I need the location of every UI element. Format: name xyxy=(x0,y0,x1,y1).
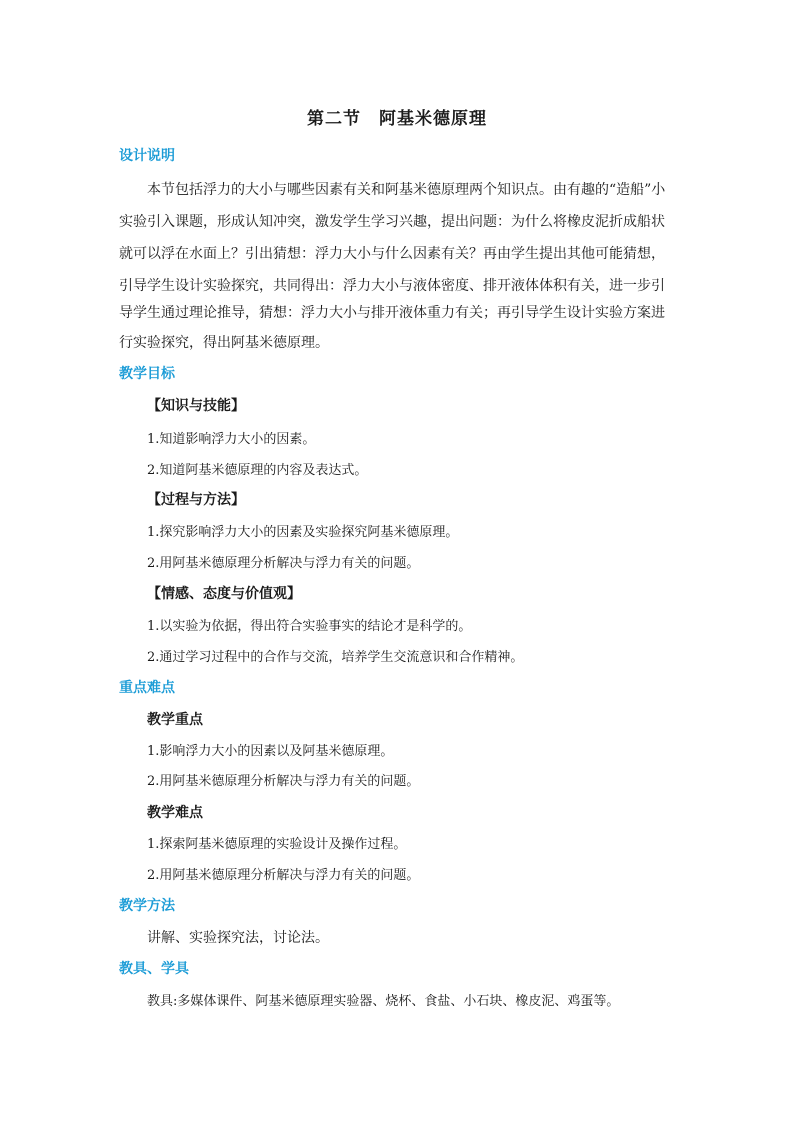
keypoint-item: 2.用阿基米德原理分析解决与浮力有关的问题。 xyxy=(147,868,420,883)
design-paragraph-line: 本节包括浮力的大小与哪些因素有关和阿基米德原理两个知识点。由有趣的“造船”小 xyxy=(119,182,666,198)
methods-text: 讲解、实验探究法，讨论法。 xyxy=(147,930,329,946)
objective-item: 2.知道阿基米德原理的内容及表达式。 xyxy=(147,463,368,478)
subheading-teaching-focus: 教学重点 xyxy=(147,712,203,728)
section-heading-keypoints: 重点难点 xyxy=(119,680,175,696)
subheading-process-methods: 【过程与方法】 xyxy=(147,492,245,508)
design-paragraph-line: 引导学生设计实验探究，共同得出：浮力大小与液体密度、排开液体体积有关，进一步引 xyxy=(119,278,665,294)
subheading-attitude-values: 【情感、态度与价值观】 xyxy=(147,586,301,602)
tools-text: 教具:多媒体课件、阿基米德原理实验器、烧杯、食盐、小石块、橡皮泥、鸡蛋等。 xyxy=(147,994,620,1009)
design-paragraph-line: 导学生通过理论推导，猜想：浮力大小与排开液体重力有关；再引导学生设计实验方案进 xyxy=(119,305,665,321)
objective-item: 2.通过学习过程中的合作与交流，培养学生交流意识和合作精神。 xyxy=(147,650,524,665)
section-heading-objectives: 教学目标 xyxy=(119,366,175,382)
objective-item: 2.用阿基米德原理分析解决与浮力有关的问题。 xyxy=(147,556,420,571)
design-paragraph-line: 就可以浮在水面上？引出猜想：浮力大小与什么因素有关？再由学生提出其他可能猜想， xyxy=(119,246,665,262)
subheading-knowledge-skills: 【知识与技能】 xyxy=(147,398,245,414)
page-title: 第二节 阿基米德原理 xyxy=(307,109,487,129)
design-paragraph-line: 行实验探究，得出阿基米德原理。 xyxy=(119,335,329,351)
section-heading-design: 设计说明 xyxy=(119,148,175,164)
objective-item: 1.知道影响浮力大小的因素。 xyxy=(147,432,316,447)
keypoint-item: 1.探索阿基米德原理的实验设计及操作过程。 xyxy=(147,837,407,852)
keypoint-item: 2.用阿基米德原理分析解决与浮力有关的问题。 xyxy=(147,774,420,789)
subheading-teaching-difficulty: 教学难点 xyxy=(147,805,203,821)
section-heading-methods: 教学方法 xyxy=(119,898,175,914)
objective-item: 1.探究影响浮力大小的因素及实验探究阿基米德原理。 xyxy=(147,525,459,540)
section-heading-tools: 教具、学具 xyxy=(119,961,189,977)
keypoint-item: 1.影响浮力大小的因素以及阿基米德原理。 xyxy=(147,744,394,759)
design-paragraph-line: 实验引入课题，形成认知冲突，激发学生学习兴趣，提出问题：为什么将橡皮泥折成船状 xyxy=(119,214,665,230)
objective-item: 1.以实验为依据，得出符合实验事实的结论才是科学的。 xyxy=(147,619,472,634)
